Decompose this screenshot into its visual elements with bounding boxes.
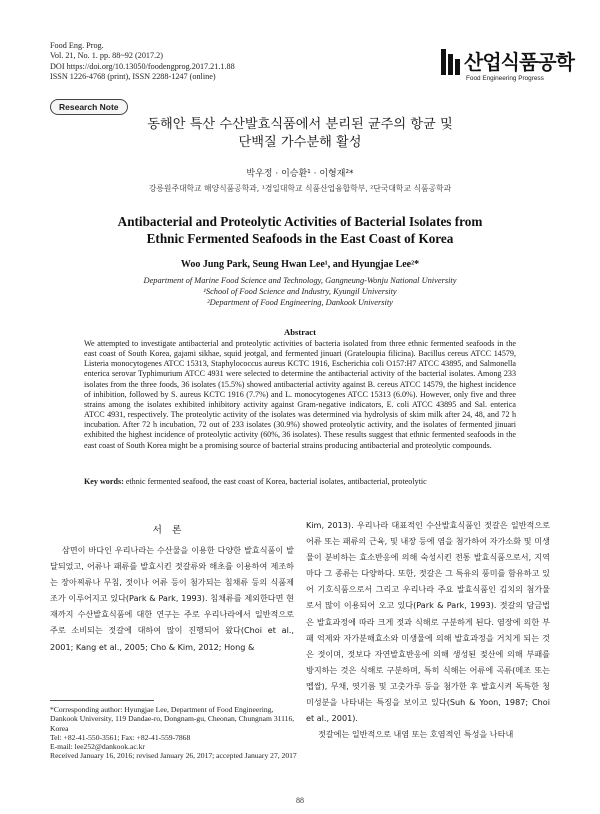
- korean-title: [0, 116, 600, 152]
- korean-title-line: 단백질 가수분해 활성: [238, 135, 362, 150]
- journal-issn: ISSN 1226-4768 (print), ISSN 2288-1247 (online): [50, 72, 216, 82]
- body-column-right: [306, 517, 550, 742]
- corresponding-author-footnote: [50, 705, 298, 761]
- english-affiliations: [0, 276, 600, 308]
- journal-name: Food Eng. Prog.: [50, 41, 104, 50]
- english-title-line: Antibacterial and Proteolytic Activities of Bacterial Isolates from: [117, 214, 483, 229]
- journal-logo-korean: 산업식품공학: [464, 50, 574, 74]
- korean-title-line: 동해안 특산 수산발효식품에서 분리된 균주의 항균 및: [147, 117, 453, 132]
- footnote-email[interactable]: E-mail: lee252@dankook.ac.kr: [50, 742, 145, 752]
- body-paragraph: Kim, 2013). 우리나라 대표적인 수산발효식품인 젓갈은 일반적으로 어류 또는 패류의 근육, 및 내장 등에 염을 첨가하여 자가소화 및 미생물이 분비하는 효소반응에 의해 숙성시킨 전통 발효식품으로서, 지역마다 그 종류는 다양하다. 또한, 젓갈은 그 특유의 풍미를 함유하고 있어 기호식품으로서 그리고 우리나라 주요 발효식품인 김치의 첨가물로서 많이 이용되어 오고 있다(Park & Park, 1993). 젓갈의 담금법은 발효과정에 따라 크게 젓과 식해로 구분하게 된다. 염장에 의한 부패 억제와 자가분해효소와 미생물에 의해 발효과정을 거치게 되는 것은 젓이며, 젓보다 자연발효반응에 의해 생성된 젖산에 의해 부패를 방지하는 것은 식해로 구분하며, 특히 식해는 어류에 곡류(메조 또는 멥쌀), 무채, 엿기름 및 고춧가루 등을 첨가한 후 발효시켜 독특한 청미성분을 나타내는 특징을 보이고 있다(Suh & Yoon, 1987; Choi et al., 2001).: [306, 520, 550, 724]
- affiliation-line: ¹School of Food Science and Industry, Kyungil University: [203, 286, 397, 296]
- footnote-phone: Tel: +82-41-550-3561; Fax: +82-41-559-7868: [50, 732, 191, 742]
- journal-logo: [440, 46, 574, 88]
- journal-volume: Vol. 21, No. 1. pp. 88~92 (2017.2): [50, 51, 163, 61]
- journal-doi[interactable]: DOI https://doi.org/10.13050/foodengprog.2017.21.1.88: [50, 61, 235, 71]
- page-number: 88: [296, 796, 304, 805]
- article-type-badge: Research Note: [50, 99, 128, 115]
- section-heading-introduction: 서론: [152, 525, 192, 536]
- journal-logo-english: Food Engineering Progress: [466, 75, 544, 82]
- english-authors: Woo Jung Park, Seung Hwan Lee¹, and Hyungjae Lee²*: [180, 259, 420, 270]
- keywords: [84, 477, 524, 486]
- journal-citation: [50, 41, 235, 83]
- korean-authors: 박우정 · 이승환¹ · 이형재²*: [246, 169, 354, 179]
- journal-logo-mark-icon: [440, 48, 462, 76]
- affiliation-line: ²Department of Food Engineering, Dankook University: [207, 297, 393, 307]
- abstract-text: We attempted to investigate antibacterial and proteolytic activities of bacteria isolated from three ethnic fermented seafoods in the east coast of South Korea, gajami sikhae, squid jeotgal, and fermented jinuari (Grateloupia filicina). Bacillus cereus ATCC 14579, Listeria monocytogenes ATCC 15313, Staphylococcus aureus KCTC 1916, Escherichia coli O157:H7 ATCC 43895, and Salmonella enterica serovar Typhimurium ATCC 4931 were selected to determine the antibacterial activity of the bacterial isolates. Among 233 isolates from the three foods, 36 isolates (15.5%) showed antibacterial activity against B. cereus ATCC 14579, the highest incidence of inhibition, followed by S. aureus KCTC 1916 (7.7%) and L. monocytogenes ATCC 15313 (6.0%). However, only five and three strains among the isolates exhibited inhibitory activity against Gram-negative indicators, E. coli ATCC 43895 and Sal. enterica ATCC 4931, respectively. The proteolytic activity of the isolates was determined via hydrolysis of skim milk after 24, 48, and 72 h incubation. After 72 h incubation, 72 out of 233 isolates (30.9%) showed proteolytic activity, and the isolates of fermented jinuari exhibited the highest incidence of proteolytic activity (60%, 36 isolates). These results suggest that ethnic fermented seafoods in the east coast of South Korea might be a promising source of bacterial strains producing antibacterial and proteolytic compounds.: [84, 339, 516, 450]
- affiliation-line: Department of Marine Food Science and Technology, Gangneung-Wonju National University: [143, 276, 457, 285]
- abstract-heading: Abstract: [284, 327, 316, 337]
- english-title: [0, 213, 600, 247]
- body-paragraph: 삼면이 바다인 우리나라는 수산물을 이용한 다양한 발효식품이 발달되었고, 어류나 패류를 발효시킨 젓갈류와 해초를 이용하여 제조하는 장아찌류나 무침, 젓이나 어류 등이 첨가되는 침채류 등의 식품제조가 이루어지고 있다(Park & Park, 1993). 침채류를 제외한다면 현재까지 수산발효식품에 대한 연구는 주로 우리나라에서 일반적으로 주로 소비되는 젓갈에 대하여 많이 진행되어 왔다(Choi et al., 2001; Kang et al., 2005; Cho & Kim, 2012; Hong &: [50, 545, 294, 652]
- body-paragraph: 젓갈에는 일반적으로 내염 또는 호염적인 특성을 나타내: [318, 729, 514, 740]
- body-column-left: [50, 542, 294, 655]
- footnote-divider: [50, 700, 154, 701]
- footnote-dates: Received January 16, 2016; revised January 26, 2017; accepted January 27, 2017: [50, 751, 297, 761]
- korean-affiliations: 강릉원주대학교 해양식품공학과, ¹경일대학교 식품산업융합학부, ²단국대학교 식품공학과: [148, 184, 452, 193]
- keywords-list: ethnic fermented seafood, the east coast of Korea, bacterial isolates, antibacterial, proteolytic: [123, 477, 427, 486]
- footnote-author: *Corresponding author: Hyungjae Lee, Department of Food Engineering, Dankook University, 119 Dandae-ro, Dongnam-gu, Cheonan, Chungnam 31116, Korea: [50, 705, 295, 733]
- keywords-label: Key words:: [84, 477, 124, 486]
- english-title-line: Ethnic Fermented Seafoods in the East Coast of Korea: [146, 231, 454, 246]
